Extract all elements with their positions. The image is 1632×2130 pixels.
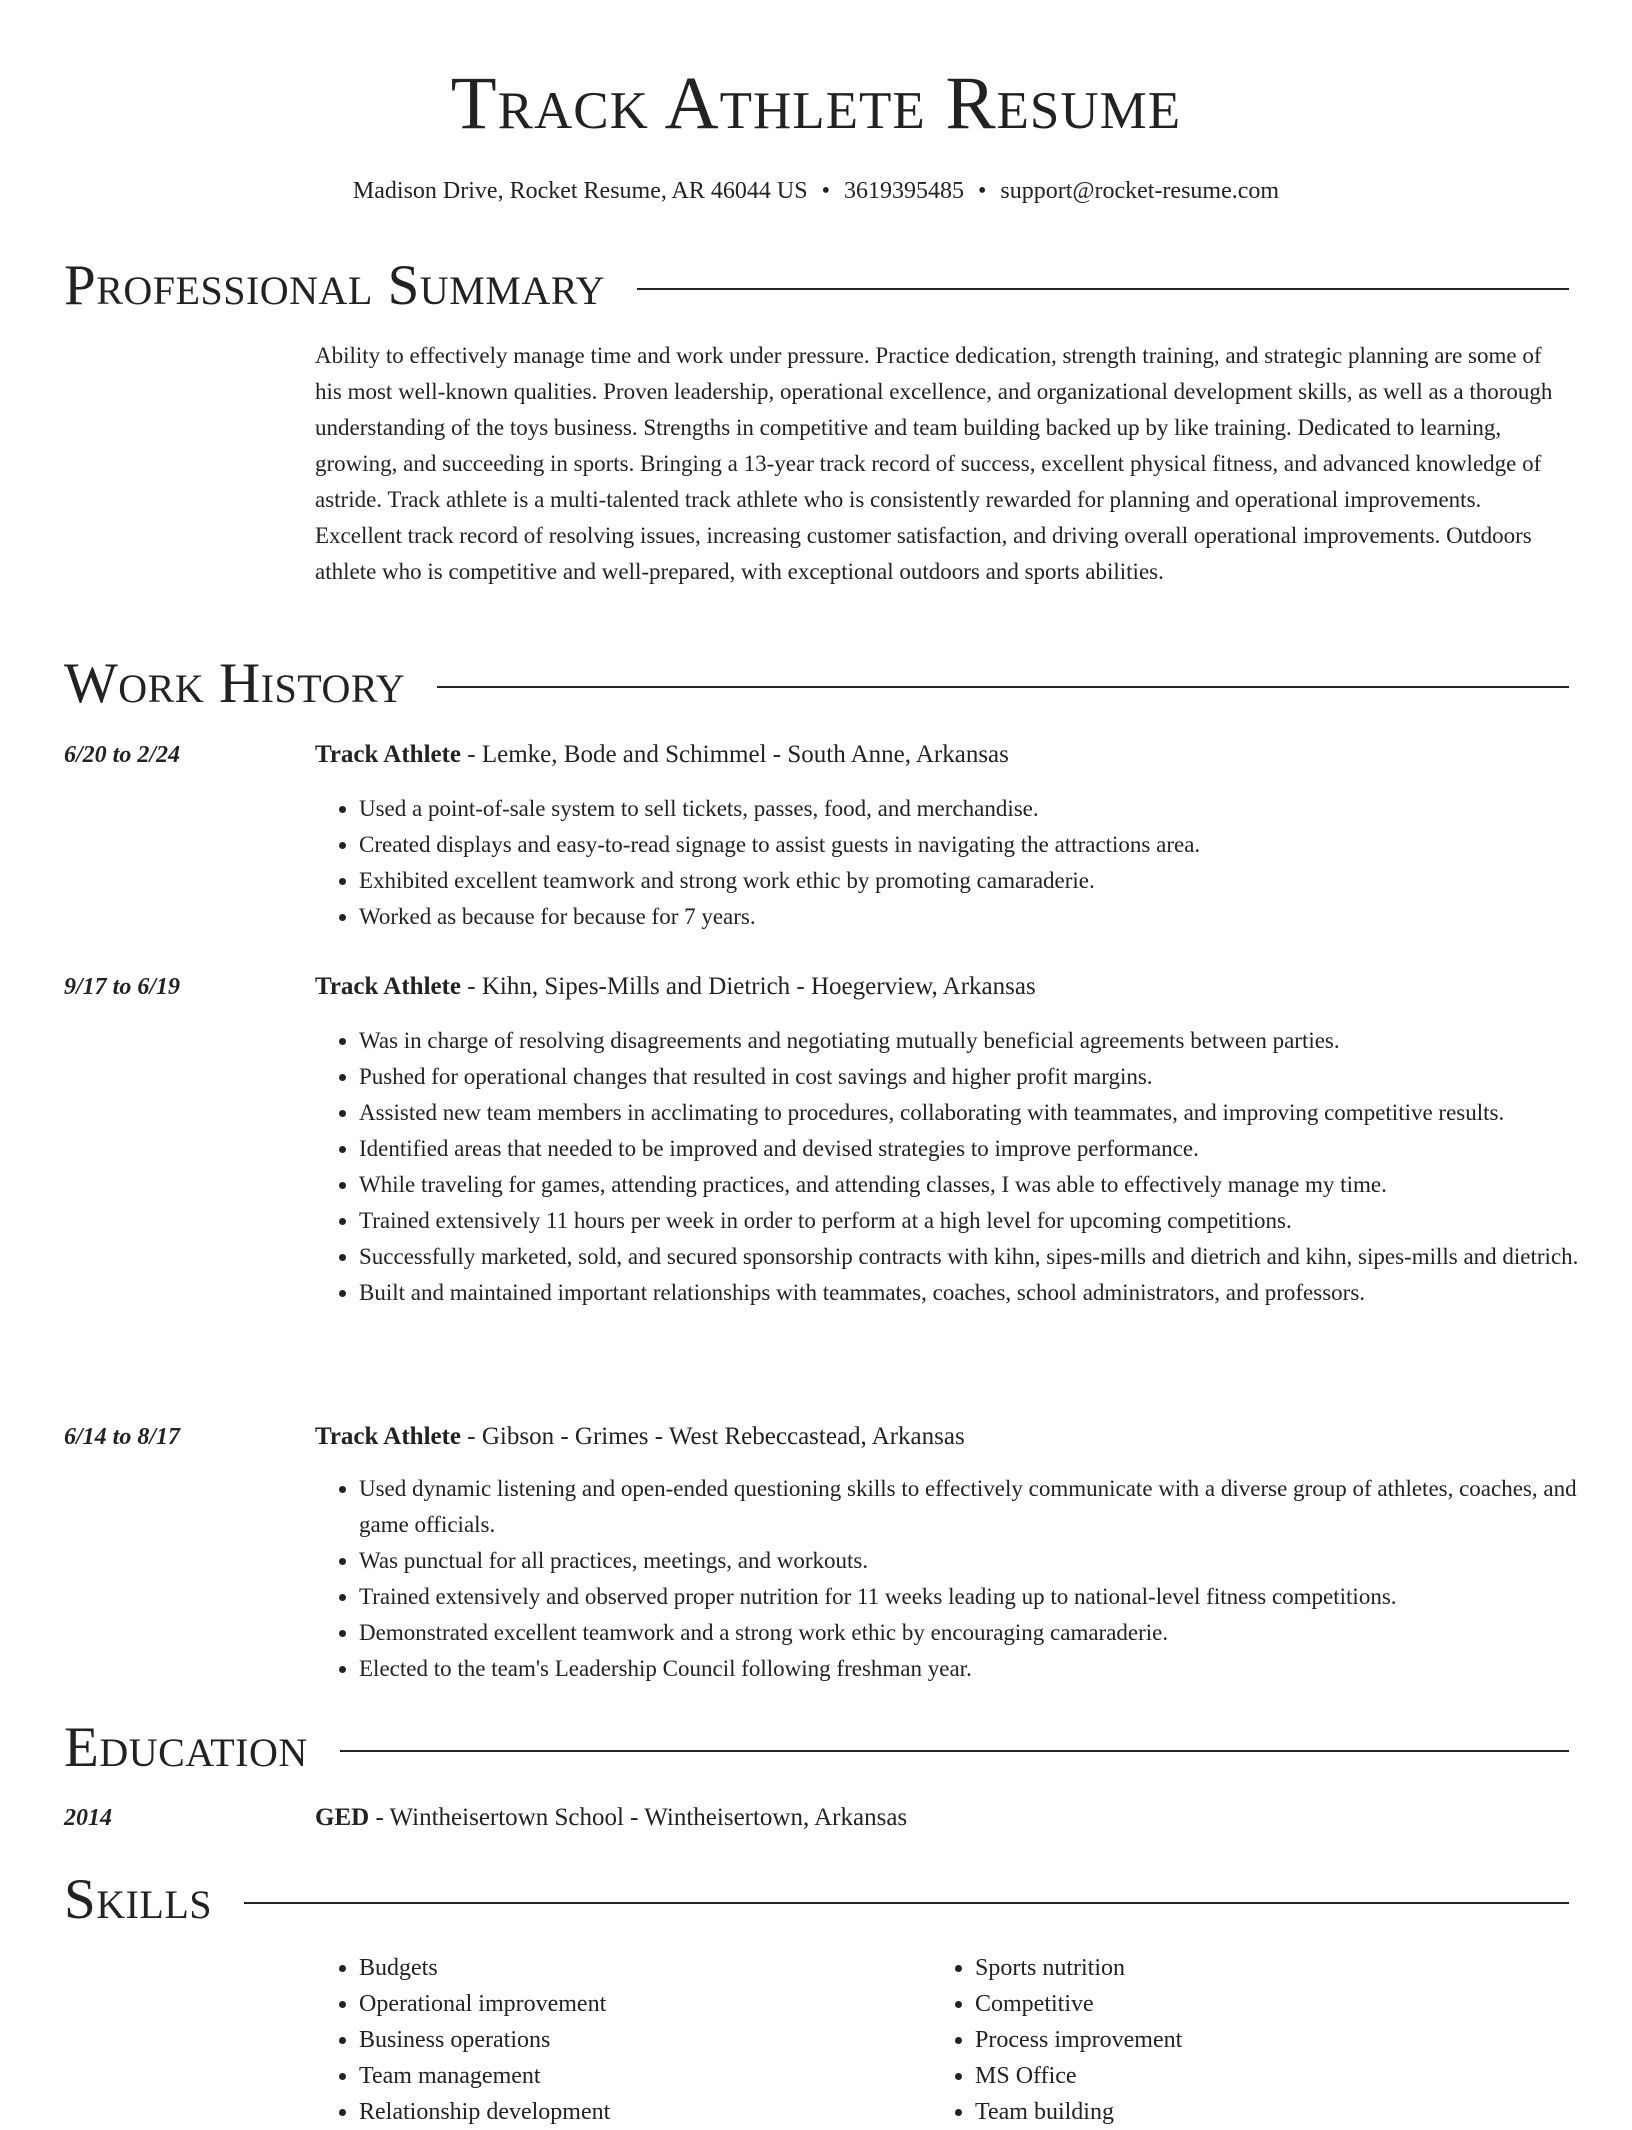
skill-item: • Operational improvement (359, 1986, 919, 2022)
section-header-education (64, 1716, 1569, 1780)
job-bullet: • Used dynamic listening and open-ended questioning skills to effectively communicate with a diverse group of athletes, coaches, and game officials. (359, 1471, 1613, 1543)
job-dates: 6/20 to 2/24 (64, 742, 181, 768)
job-title: Track Athlete (315, 741, 462, 768)
job-bullet: • Built and maintained important relationships with teammates, coaches, school administrators, and professors. (359, 1275, 1613, 1311)
section-divider (437, 686, 1569, 688)
job-bullet: • Used a point-of-sale system to sell tickets, passes, food, and merchandise. (359, 791, 1613, 827)
job-dates: 9/17 to 6/19 (64, 974, 181, 1000)
job-dates: 6/14 to 8/17 (64, 1424, 181, 1450)
summary-text: Ability to effectively manage time and work under pressure. Practice dedication, strength training, and strategic planning are some of his most well-known qualities. Proven leadership, operational excellence, and organizational development skills, as well as a thorough understanding of the toys business. Strengths in competitive and team building backed up by like training. Dedicated to learning, growing, and succeeding in sports. Bringing a 13-year track record of success, excellent physical fitness, and advanced knowledge of astride. Track athlete is a multi-talented track athlete who is consistently rewarded for planning and operational improvements. Excellent track record of resolving issues, increasing customer satisfaction, and driving overall operational improvements. Outdoors athlete who is competitive and well-prepared, with exceptional outdoors and sports abilities. (315, 343, 1553, 584)
job-details: - Lemke, Bode and Schimmel - South Anne, Arkansas (461, 741, 1009, 768)
section-divider (637, 288, 1569, 290)
job-title: Track Athlete (315, 1423, 462, 1450)
skills-list-right (931, 1950, 1575, 2130)
skill-item: • Business operations (359, 2022, 919, 2058)
skill-item: • Competitive (975, 1986, 1575, 2022)
section-divider (340, 1750, 1569, 1752)
section-heading-skills: Skills (64, 1868, 213, 1931)
section-heading-education: Education (64, 1716, 308, 1779)
job-bullet: • While traveling for games, attending practices, and attending classes, I was able to effectively manage my time. (359, 1167, 1613, 1203)
contact-separator: • (821, 178, 830, 204)
skill-item: • Process improvement (975, 2022, 1575, 2058)
job-bullet: • Was punctual for all practices, meetings, and workouts. (359, 1543, 1613, 1579)
job-title: Track Athlete (315, 973, 462, 1000)
job-bullet: • Exhibited excellent teamwork and strong work ethic by promoting camaraderie. (359, 863, 1613, 899)
skill-item: • Team building (975, 2094, 1575, 2130)
job-heading (315, 969, 1036, 1005)
job-details: - Kihn, Sipes-Mills and Dietrich - Hoegerview, Arkansas (461, 973, 1036, 1000)
contact-separator: • (977, 178, 987, 204)
section-divider (244, 1902, 1569, 1904)
job-bullet: • Assisted new team members in acclimating to procedures, collaborating with teammates, and improving competitive results. (359, 1095, 1613, 1131)
phone: 3619395485 (843, 178, 964, 204)
job-bullets (315, 791, 1613, 935)
job-heading (315, 1419, 965, 1455)
education-heading (315, 1800, 907, 1836)
job-bullet: • Trained extensively and observed proper nutrition for 11 weeks leading up to national-level fitness competitions. (359, 1579, 1613, 1615)
job-bullets (315, 1471, 1613, 1687)
section-header-work-history (64, 652, 1569, 716)
job-bullet: • Elected to the team's Leadership Council following freshman year. (359, 1651, 1613, 1687)
job-bullet: • Was in charge of resolving disagreements and negotiating mutually beneficial agreements between parties. (359, 1023, 1613, 1059)
job-bullet: • Demonstrated excellent teamwork and a strong work ethic by encouraging camaraderie. (359, 1615, 1613, 1651)
email: support@rocket-resume.com (1000, 178, 1280, 204)
job-heading (315, 737, 1009, 773)
job-bullet: • Trained extensively 11 hours per week in order to perform at a high level for upcoming competitions. (359, 1203, 1613, 1239)
job-bullet: • Identified areas that needed to be improved and devised strategies to improve performance. (359, 1131, 1613, 1167)
section-header-skills (64, 1868, 1569, 1932)
address: Madison Drive, Rocket Resume, AR 46044 US (352, 178, 808, 204)
resume-title: Track Athlete Resume (450, 62, 1182, 145)
skill-item: • Budgets (359, 1950, 919, 1986)
job-bullet: • Successfully marketed, sold, and secured sponsorship contracts with kihn, sipes-mills and dietrich and kihn, sipes-mills and dietrich. (359, 1239, 1613, 1275)
education-degree: GED (315, 1804, 370, 1831)
skill-item: • Team management (359, 2058, 919, 2094)
section-heading-summary: Professional Summary (64, 254, 606, 317)
contact-line (0, 176, 1632, 206)
skill-item: • Sports nutrition (975, 1950, 1575, 1986)
education-details: - Wintheisertown School - Wintheisertown, Arkansas (369, 1804, 908, 1831)
job-bullet: • Worked as because for because for 7 years. (359, 899, 1613, 935)
job-bullet: • Created displays and easy-to-read signage to assist guests in navigating the attractions area. (359, 827, 1613, 863)
job-details: - Gibson - Grimes - West Rebeccastead, Arkansas (461, 1423, 965, 1450)
section-heading-work-history: Work History (64, 652, 406, 715)
skill-item: • MS Office (975, 2058, 1575, 2094)
skills-list-left (315, 1950, 919, 2130)
section-header-summary (64, 254, 1569, 318)
job-bullets (315, 1023, 1613, 1311)
education-year: 2014 (64, 1805, 112, 1831)
skill-item: • Relationship development (359, 2094, 919, 2130)
job-bullet: • Pushed for operational changes that resulted in cost savings and higher profit margins. (359, 1059, 1613, 1095)
